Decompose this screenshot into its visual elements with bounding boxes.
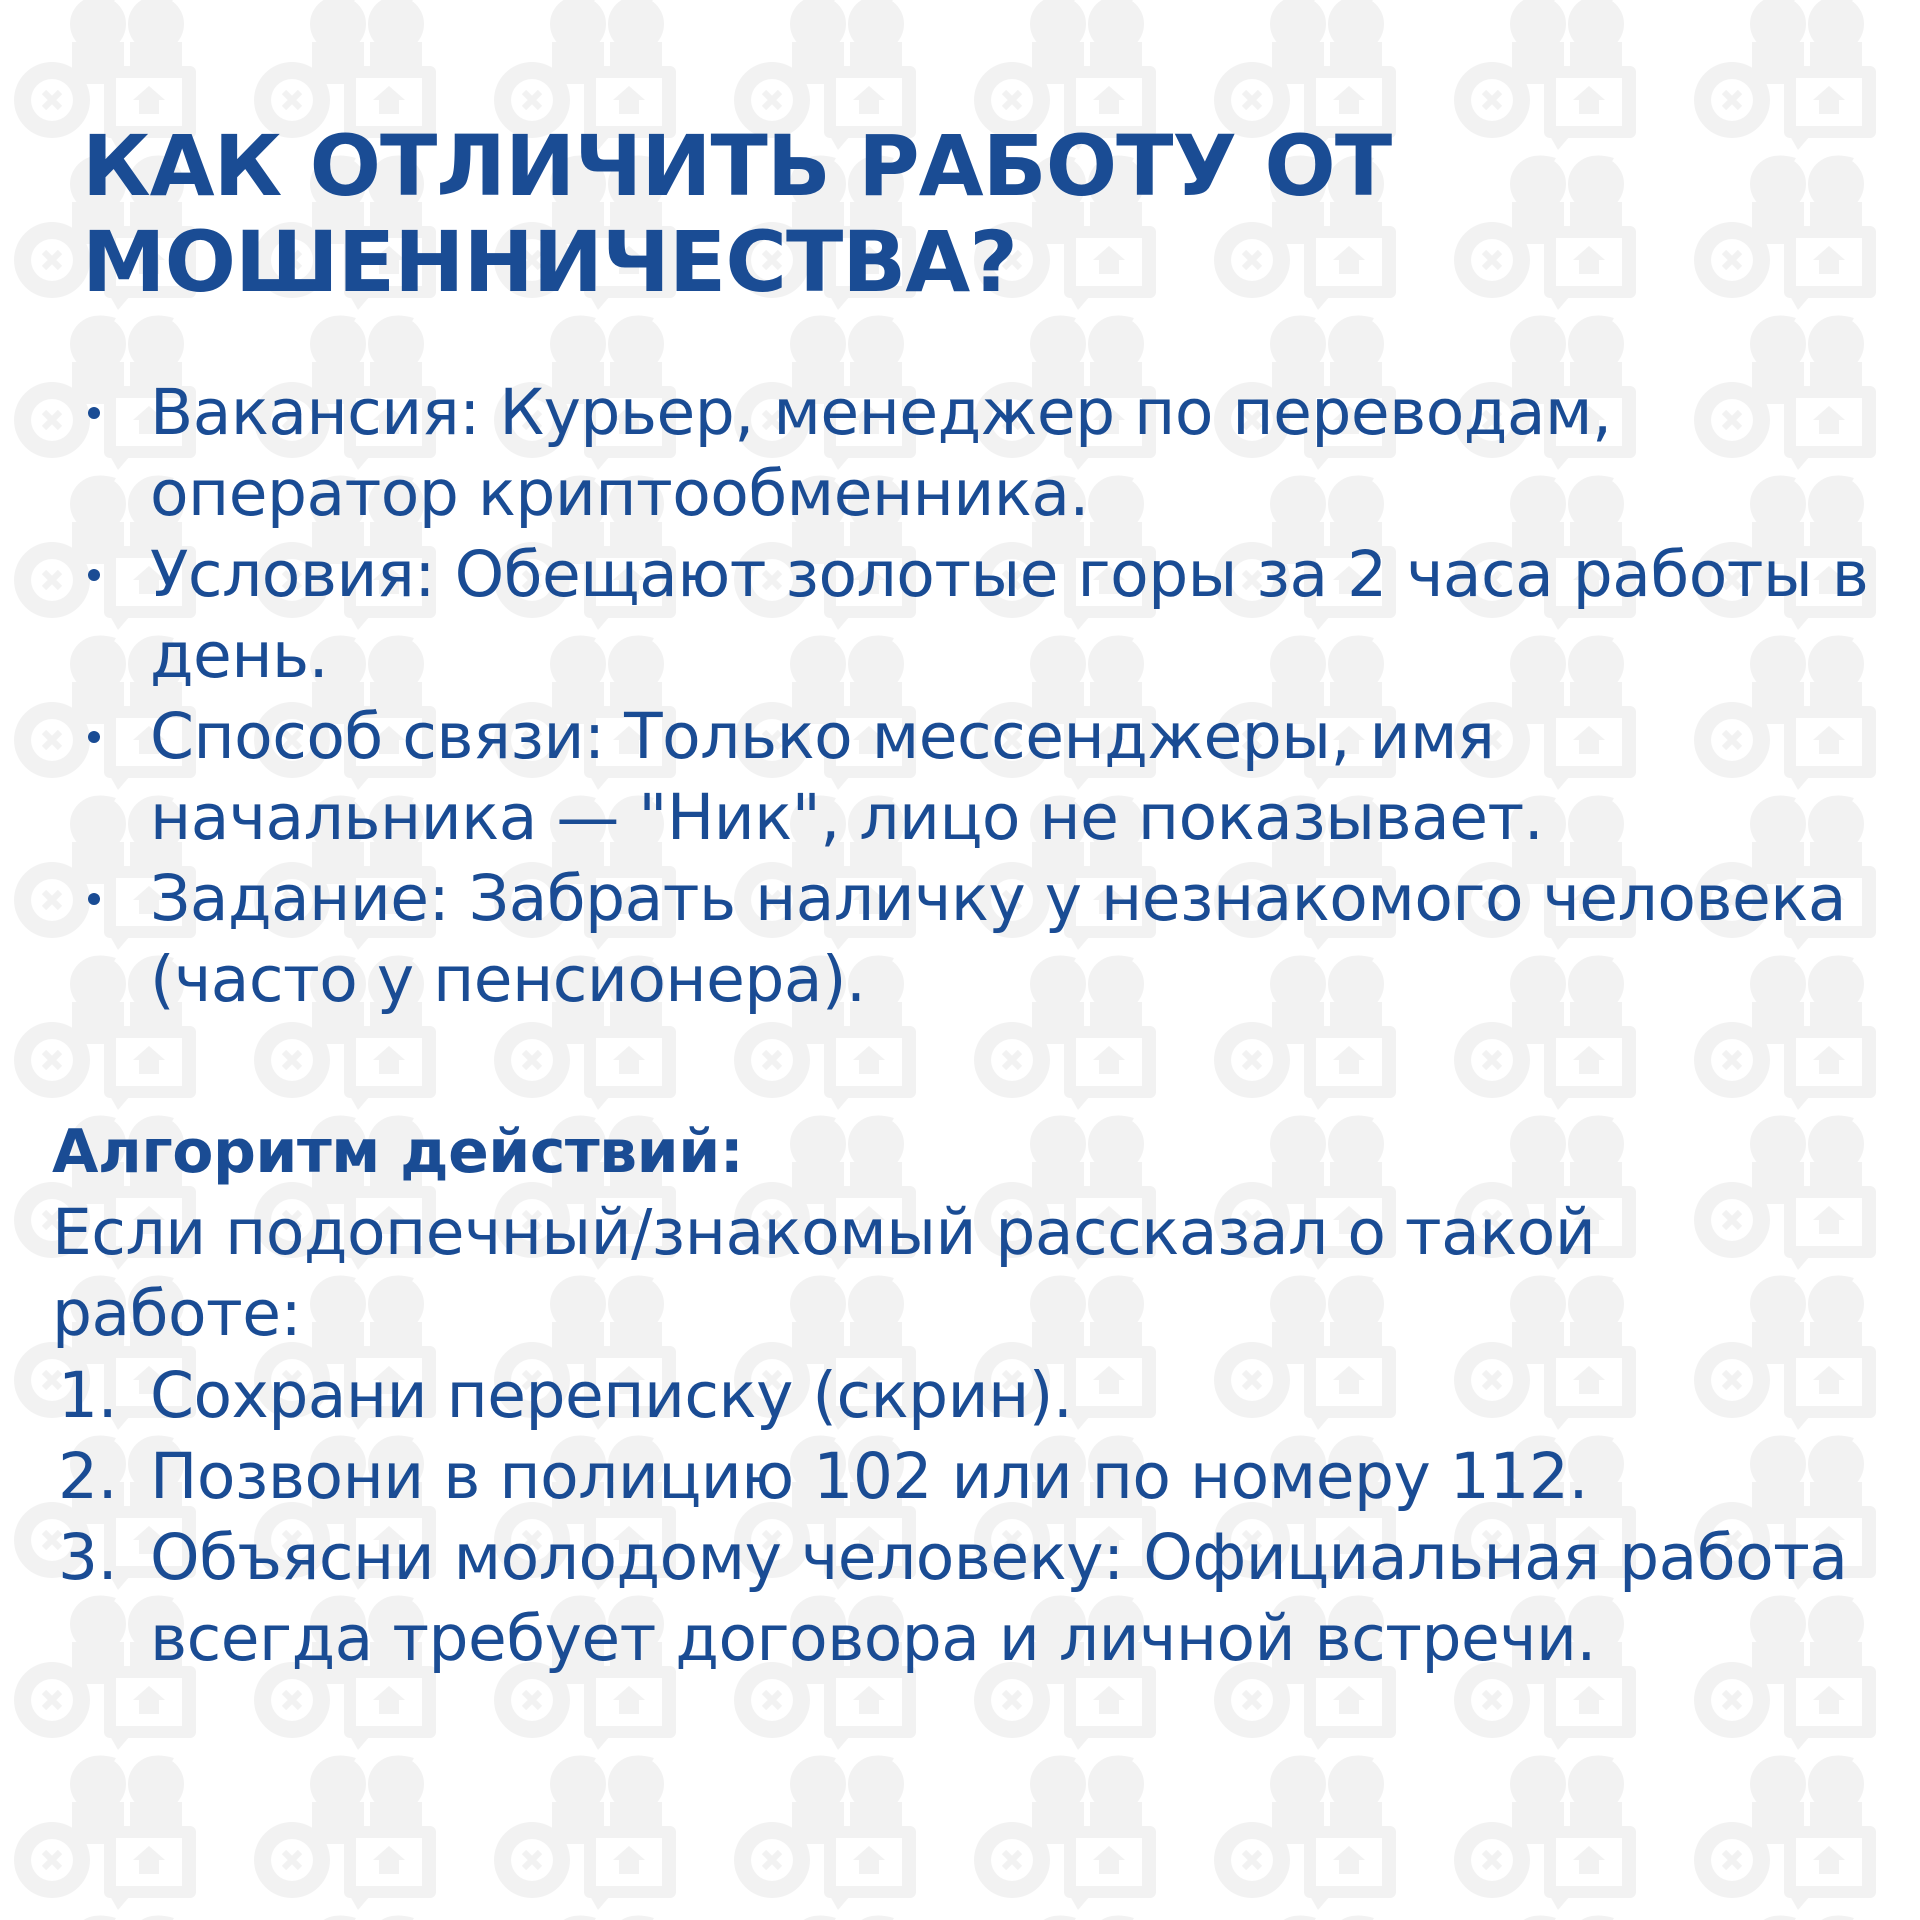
page-title: КАК ОТЛИЧИТЬ РАБОТУ ОТ МОШЕННИЧЕСТВА? (82, 117, 1392, 311)
bullet-dot-icon (88, 407, 100, 419)
step-text: Сохрани переписку (скрин). (150, 1359, 1073, 1432)
bullet-dot-icon (88, 893, 100, 905)
list-item-text: Вакансия: Курьер, менеджер по переводам, оператор криптообменника. (150, 376, 1612, 530)
step-item (52, 1436, 1892, 1517)
algorithm-intro: Если подопечный/знакомый рассказал о такой работе: (52, 1196, 1596, 1350)
list-item-text: Способ связи: Только мессенджеры, имя начальника — "Ник", лицо не показывает. (150, 700, 1544, 854)
list-item (78, 858, 1888, 1020)
step-text: Позвони в полицию 102 или по номеру 112. (150, 1440, 1589, 1513)
step-item (52, 1355, 1892, 1436)
list-item (78, 372, 1888, 534)
bullet-dot-icon (88, 569, 100, 581)
warning-signs-list (78, 372, 1888, 1020)
step-number: 2. (58, 1440, 118, 1513)
step-number: 3. (58, 1521, 118, 1594)
step-item (52, 1517, 1892, 1679)
list-item-text: Задание: Забрать наличку у незнакомого человека (часто у пенсионера). (150, 862, 1846, 1016)
step-text: Объясни молодому человеку: Официальная работа всегда требует договора и личной встречи. (150, 1521, 1848, 1675)
algorithm-steps-list (52, 1355, 1892, 1679)
list-item (78, 696, 1888, 858)
step-number: 1. (58, 1359, 118, 1432)
list-item (78, 534, 1888, 696)
algorithm-heading: Алгоритм действий: (52, 1117, 744, 1187)
bullet-dot-icon (88, 731, 100, 743)
list-item-text: Условия: Обещают золотые горы за 2 часа работы в день. (150, 538, 1869, 692)
